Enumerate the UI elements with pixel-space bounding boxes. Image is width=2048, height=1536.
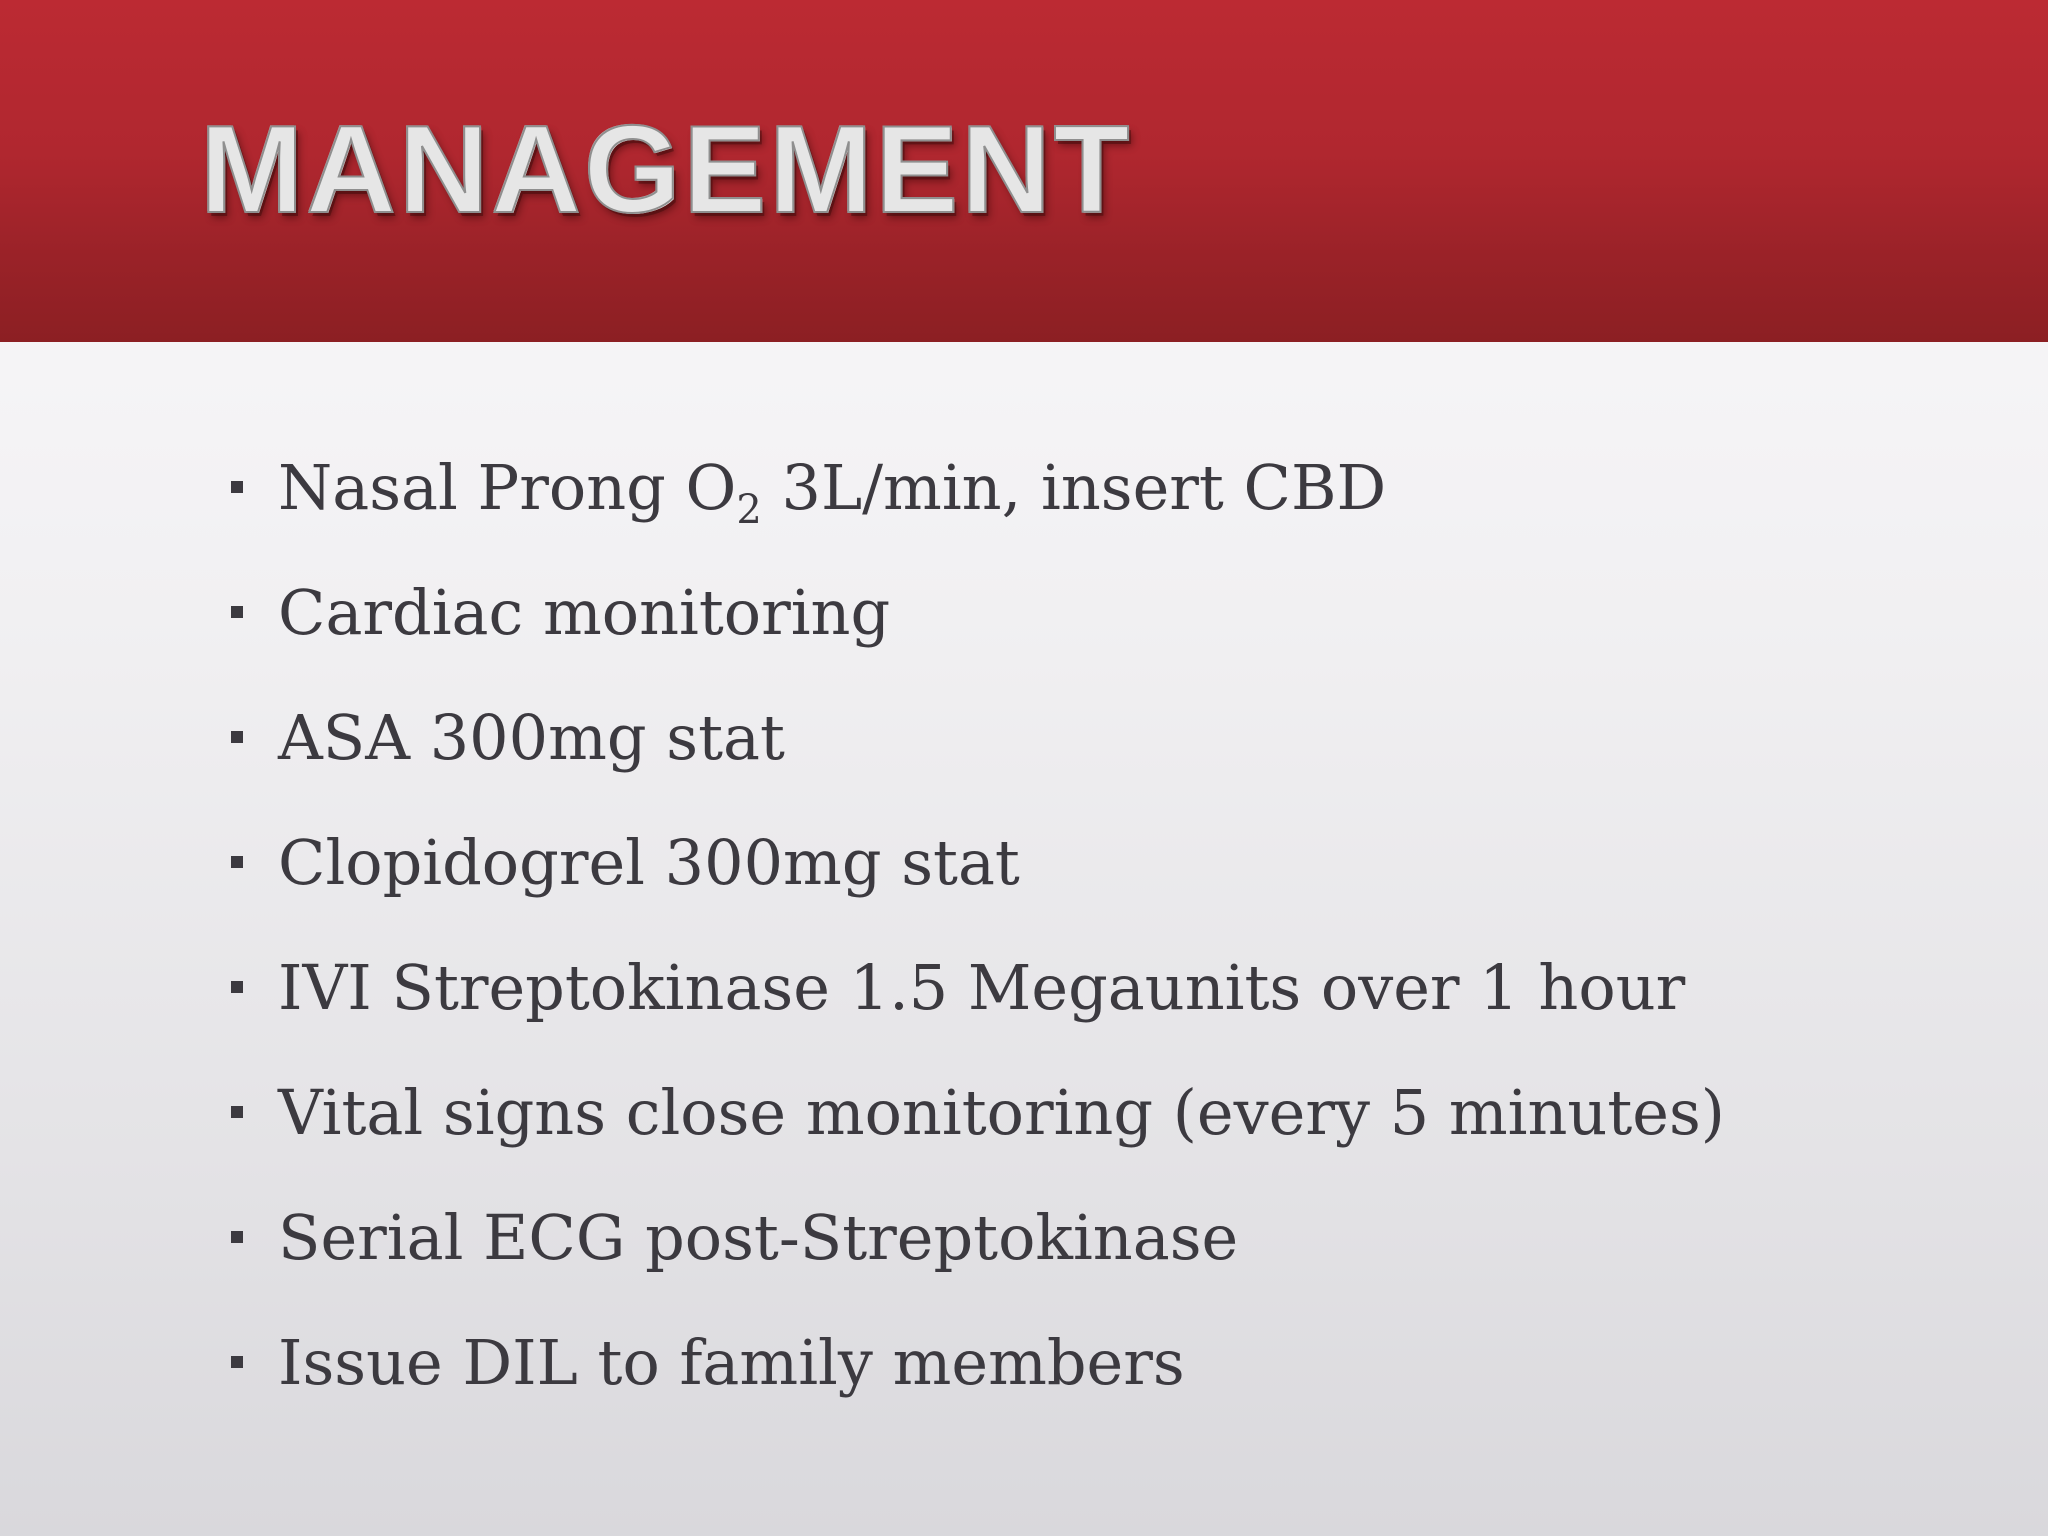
bullet-item-cardiac xyxy=(228,550,1725,675)
square-bullet-icon xyxy=(231,1231,243,1243)
bullet-text: ASA 300mg stat xyxy=(278,701,785,774)
bullet-text: Cardiac monitoring xyxy=(278,576,891,649)
bullet-item-streptokinase xyxy=(228,925,1725,1050)
bullet-text: Serial ECG post-Streptokinase xyxy=(278,1201,1239,1274)
slide-title: MANAGEMENT xyxy=(200,101,1133,239)
title-banner xyxy=(0,0,2048,342)
bullet-text: Clopidogrel 300mg stat xyxy=(278,826,1020,899)
square-bullet-icon xyxy=(231,1106,243,1118)
bullet-item-asa xyxy=(228,675,1725,800)
bullet-text-oxygen-end: 3L/min, insert CBD xyxy=(761,451,1387,524)
square-bullet-icon xyxy=(231,481,243,493)
bullet-text: Vital signs close monitoring (every 5 minutes) xyxy=(278,1076,1725,1149)
bullet-text: IVI Streptokinase 1.5 Megaunits over 1 hour xyxy=(278,951,1686,1024)
oxygen-subscript: 2 xyxy=(736,487,762,533)
square-bullet-icon xyxy=(231,981,243,993)
bullet-item-dil xyxy=(228,1300,1725,1425)
bullet-list xyxy=(228,425,1725,1425)
square-bullet-icon xyxy=(231,731,243,743)
square-bullet-icon xyxy=(231,856,243,868)
bullet-text: Issue DIL to family members xyxy=(278,1326,1185,1399)
bullet-text-oxygen-start: Nasal Prong O xyxy=(278,451,737,524)
bullet-item-vital-signs xyxy=(228,1050,1725,1175)
bullet-item-serial-ecg xyxy=(228,1175,1725,1300)
square-bullet-icon xyxy=(231,1356,243,1368)
square-bullet-icon xyxy=(231,606,243,618)
bullet-item-clopidogrel xyxy=(228,800,1725,925)
bullet-item-oxygen xyxy=(228,425,1725,550)
